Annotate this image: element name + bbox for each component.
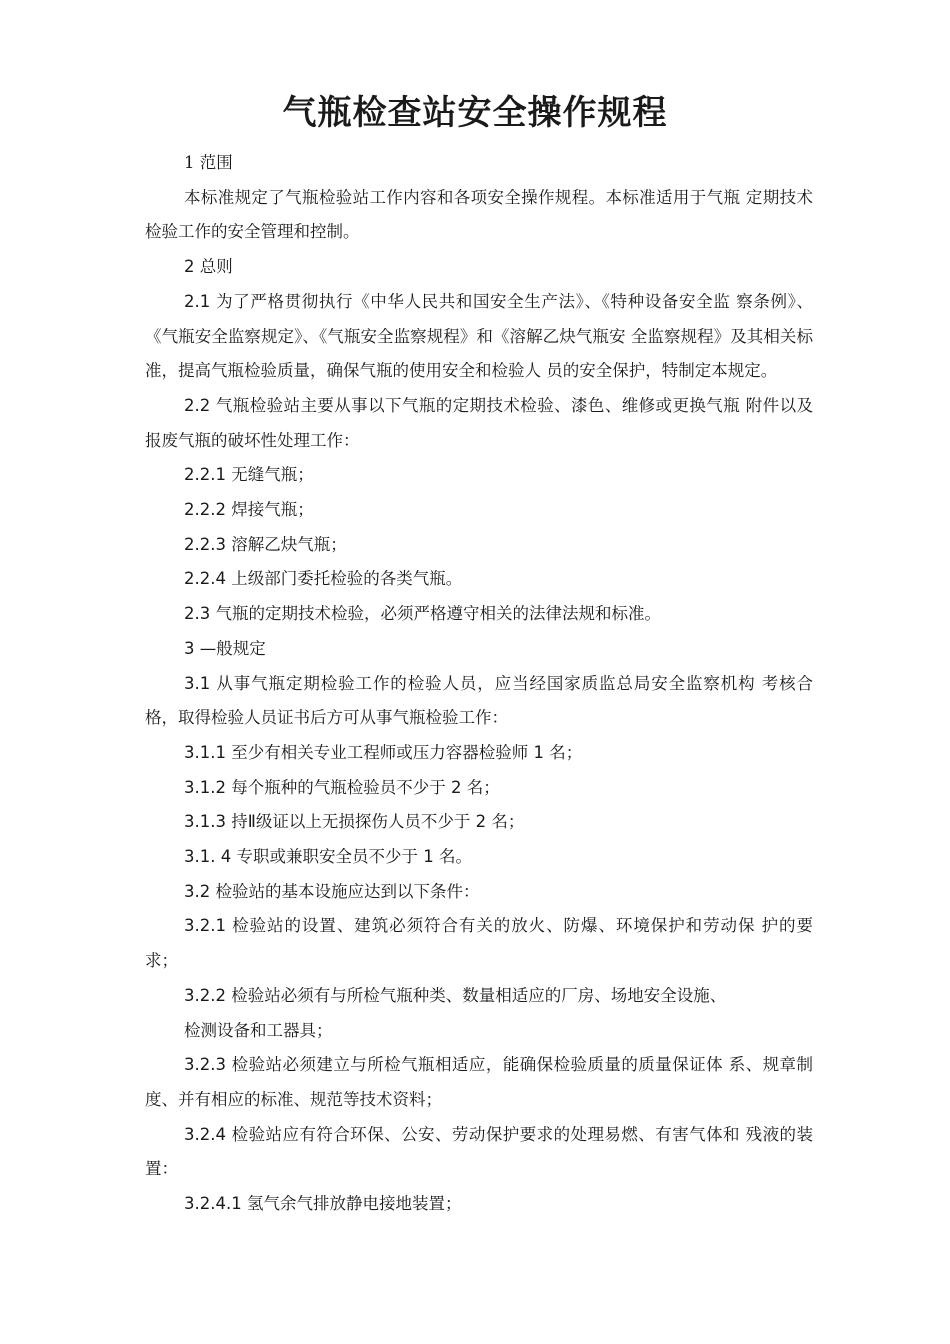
section-heading-scope: 1 范围 [184,153,233,172]
clause-3-2-4-1: 3.2.4.1 氢气余气排放静电接地装置； [184,1194,462,1214]
clause-2-2-1: 2.2.1 无缝气瓶； [184,465,314,485]
clause-2-1: 2.1 为了严格贯彻执行《中华人民共和国安全生产法》、《特种设备安全监 察条例》、《气瓶安全监察规定》、《气瓶安全监察规程》和《溶解乙炔气瓶安 全监察规程》及其相关标准，提高气瓶检验质量，确保气瓶的使用安全和检验人 员的安全保护，特制定本规定。 [145,291,813,381]
section-heading-general-rules: 3 —般规定 [184,638,266,658]
clause-3-2-2-continued: 检测设备和工器具； [184,1020,333,1040]
clause-3-2-4: 3.2.4 检验站应有符合环保、公安、劳动保护要求的处理易燃、有害气体和 残液的装置： [145,1124,813,1179]
clause-3-1-4: 3.1. 4 专职或兼职安全员不少于 1 名。 [184,847,472,867]
clause-2-3: 2.3 气瓶的定期技术检验，必须严格遵守相关的法律法规和标准。 [184,604,661,624]
clause-2-2-4: 2.2.4 上级部门委托检验的各类气瓶。 [184,569,463,589]
clause-3-2: 3.2 检验站的基本设施应达到以下条件： [184,881,480,901]
clause-3-2-2: 3.2.2 检验站必须有与所检气瓶种类、数量相适应的厂房、场地安全设施、 [184,985,727,1005]
clause-3-1-2: 3.1.2 每个瓶种的气瓶检验员不少于 2 名； [184,777,500,797]
clause-2-2: 2.2 气瓶检验站主要从事以下气瓶的定期技术检验、漆色、维修或更换气瓶 附件以及报废气瓶的破坏性处理工作： [145,395,813,450]
clause-3-1: 3.1 从事气瓶定期检验工作的检验人员，应当经国家质监总局安全监察机构 考核合格，取得检验人员证书后方可从事气瓶检验工作： [145,673,813,728]
paragraph-scope-text: 本标准规定了气瓶检验站工作内容和各项安全操作规程。本标准适用于气瓶 定期技术检验工作的安全管理和控制。 [145,187,813,242]
clause-3-2-3: 3.2.3 检验站必须建立与所检气瓶相适应，能确保检验质量的质量保证体 系、规章制度、并有相应的标准、规范等技术资料； [145,1055,813,1109]
clause-3-1-1: 3.1.1 至少有相关专业工程师或压力容器检验师 1 名； [184,742,583,762]
document-body [145,146,813,1222]
clause-2-2-3: 2.2.3 溶解乙炔气瓶； [184,534,347,554]
clause-3-2-1: 3.2.1 检验站的设置、建筑必须符合有关的放火、防爆、环境保护和劳动保 护的要求； [145,916,813,971]
clause-2-2-2: 2.2.2 焊接气瓶； [184,500,314,520]
section-heading-general: 2 总则 [184,257,233,277]
clause-3-1-3: 3.1.3 持Ⅱ级证以上无损探伤人员不少于 2 名； [184,812,525,832]
document-title: 气瓶检查站安全操作规程 [282,93,668,133]
